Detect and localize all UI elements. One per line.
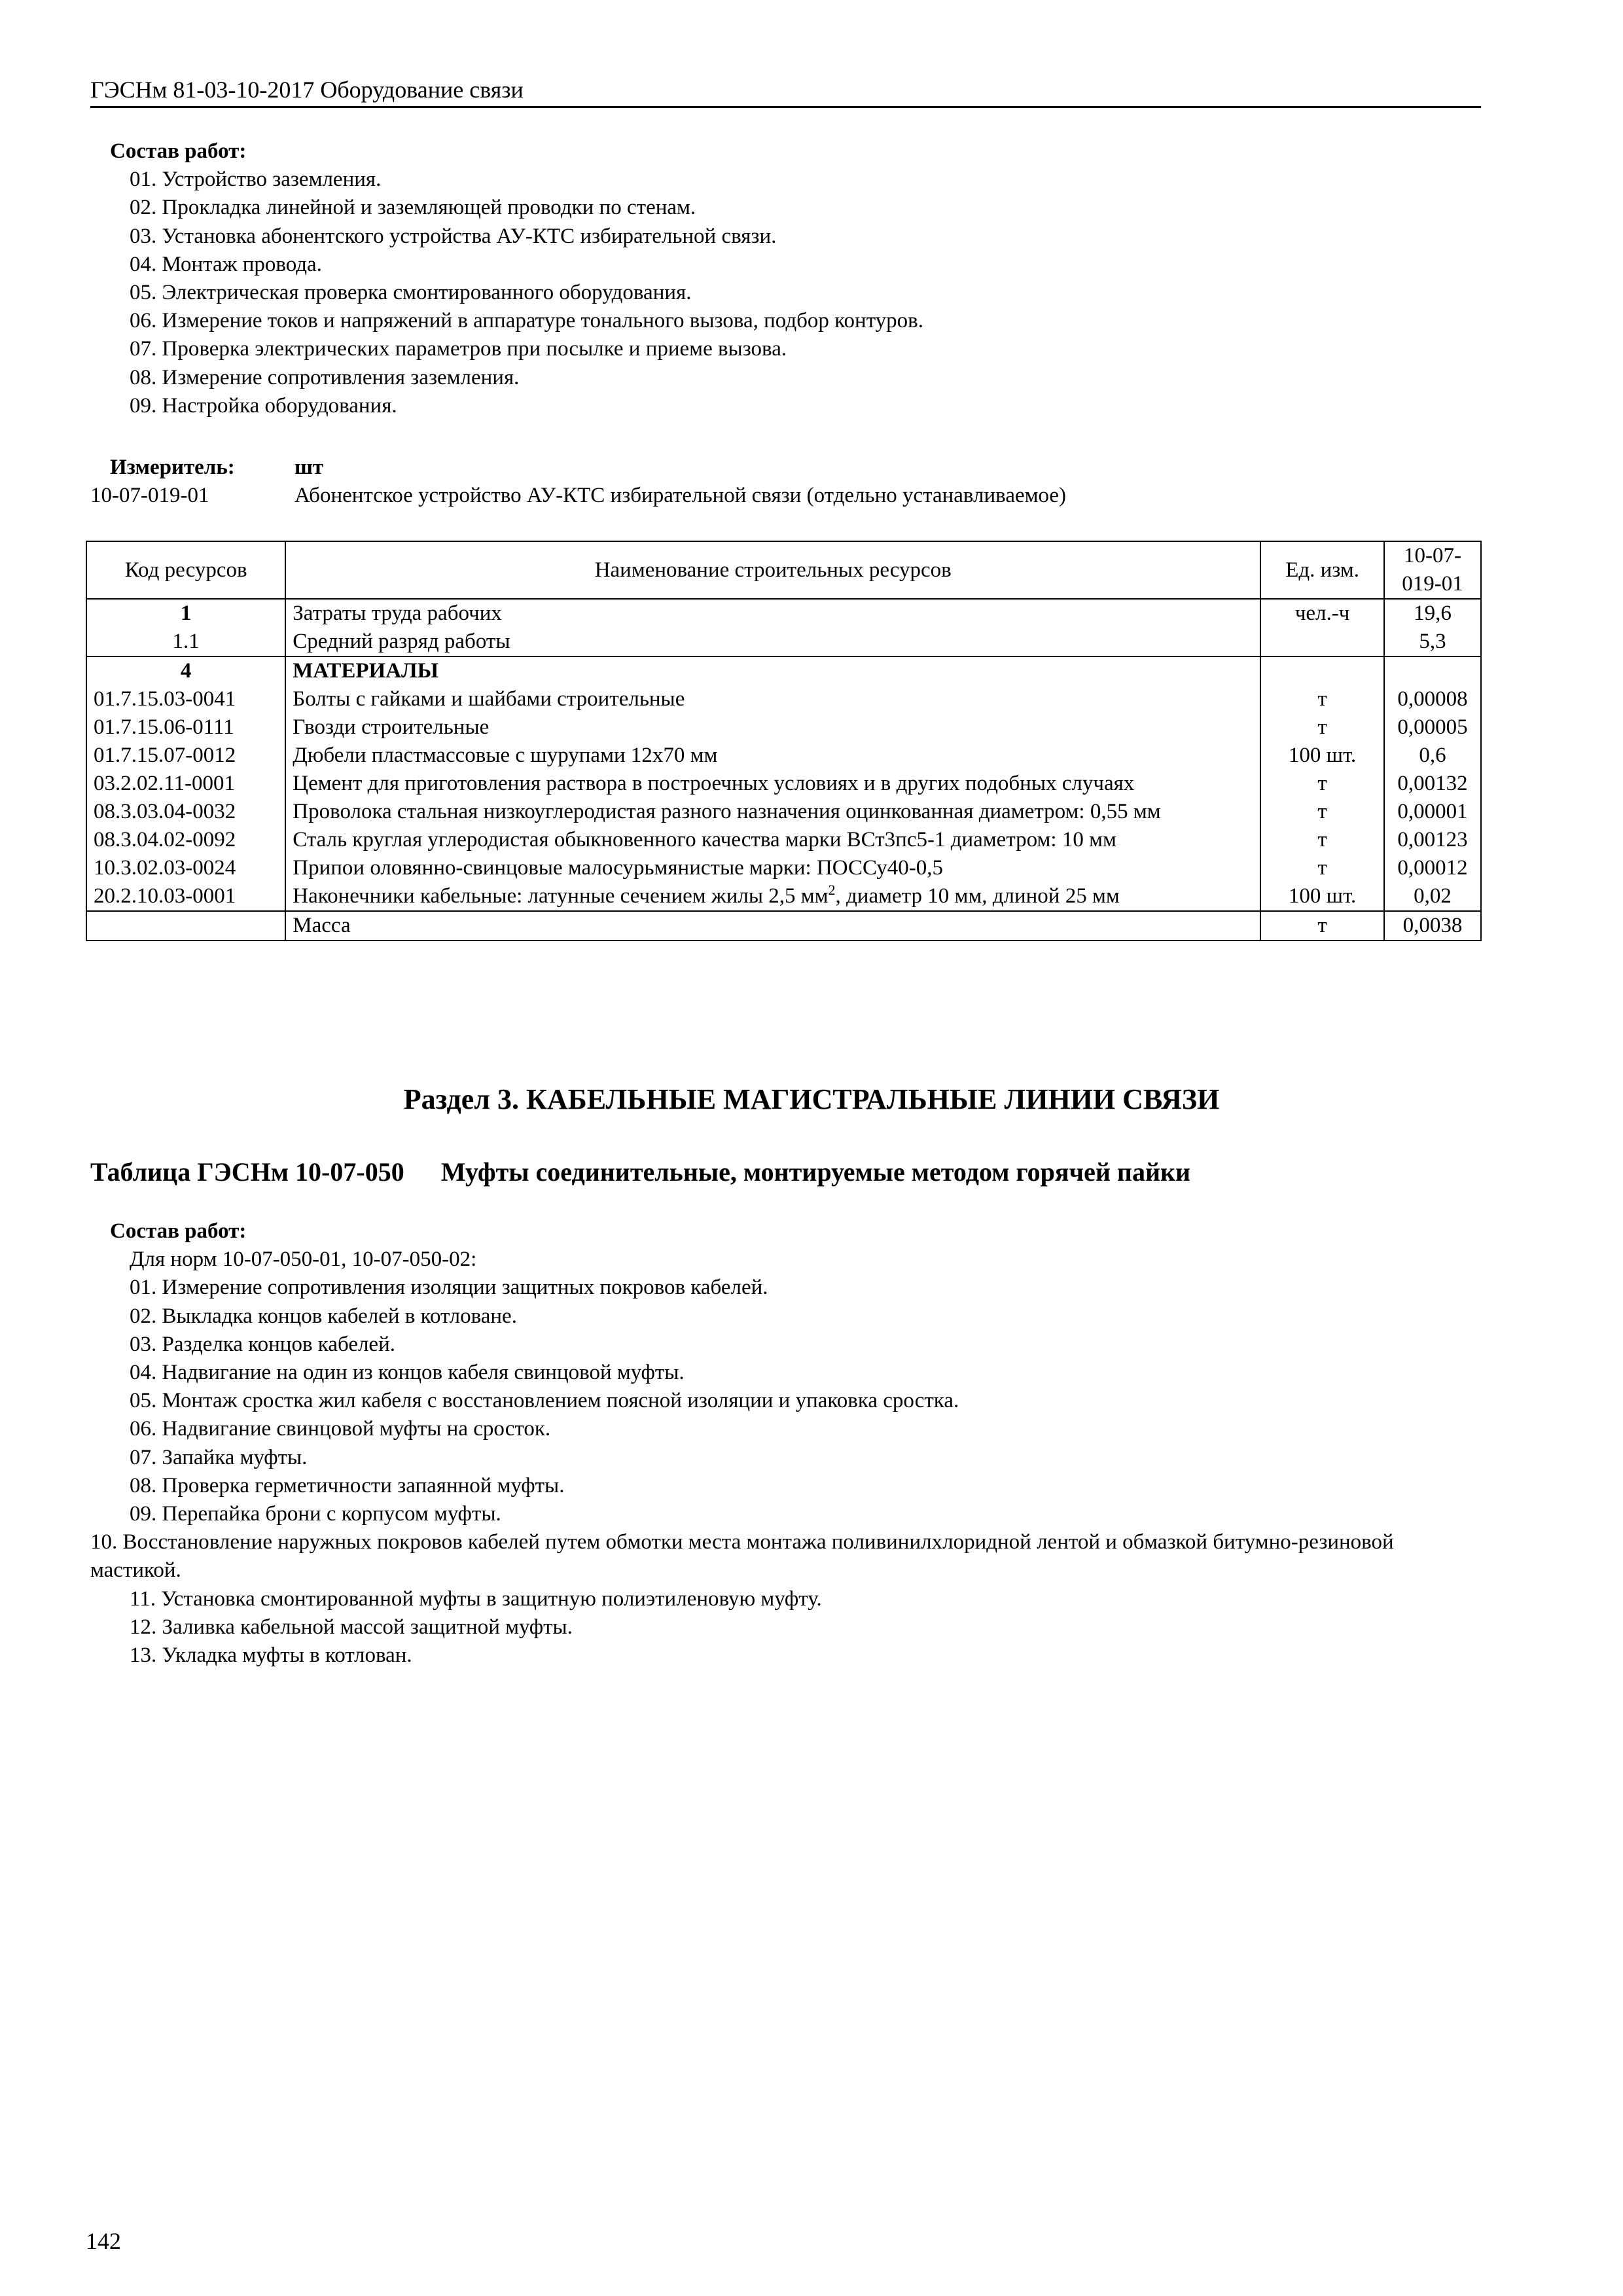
- cell-name: Масса: [285, 911, 1260, 941]
- cell-name: МАТЕРИАЛЫ: [285, 656, 1260, 685]
- measure-block: [90, 454, 1481, 510]
- col-header-unit: Ед. изм.: [1260, 541, 1384, 599]
- cell-value: [1384, 656, 1481, 685]
- table-row: [86, 826, 1481, 854]
- works-item: 08. Проверка герметичности запаянной муфты.: [130, 1473, 565, 1498]
- cell-name: Дюбели пластмассовые с шурупами 12х70 мм: [285, 742, 1260, 770]
- works-item: 09. Перепайка брони с корпусом муфты.: [130, 1502, 501, 1526]
- table-header-row: [86, 541, 1481, 599]
- works-heading: Состав работ:: [110, 1219, 247, 1243]
- table-row-total: [86, 911, 1481, 941]
- cell-code: 10.3.02.03-0024: [86, 854, 285, 882]
- cell-name: Цемент для приготовления раствора в построечных условиях и в других подобных случаях: [285, 770, 1260, 798]
- table-title-code: Таблица ГЭСНм 10-07-050: [90, 1157, 404, 1187]
- cell-name: Припои оловянно-свинцовые малосурьмянистые марки: ПОССу40-0,5: [285, 854, 1260, 882]
- works-item: 11. Установка смонтированной муфты в защитную полиэтиленовую муфту.: [130, 1587, 822, 1611]
- works-item: 01. Измерение сопротивления изоляции защитных покровов кабелей.: [130, 1276, 768, 1300]
- works-list-1: [90, 137, 1481, 420]
- page-number: 142: [86, 2228, 121, 2254]
- norm-code: 10-07-019-01: [90, 484, 209, 507]
- cell-code: 20.2.10.03-0001: [86, 882, 285, 911]
- works-item: 02. Прокладка линейной и заземляющей проводки по стенам.: [130, 196, 696, 220]
- works-item: 02. Выкладка концов кабелей в котловане.: [130, 1304, 517, 1328]
- cell-code: 08.3.03.04-0032: [86, 798, 285, 826]
- superscript: 2: [828, 882, 836, 898]
- cell-name: Средний разряд работы: [285, 628, 1260, 656]
- col-header-norm: 10-07-019-01: [1384, 541, 1481, 599]
- cell-unit: [1260, 656, 1384, 685]
- cell-name: Сталь круглая углеродистая обыкновенного качества марки ВСт3пс5-1 диаметром: 10 мм: [285, 826, 1260, 854]
- table-row: [86, 742, 1481, 770]
- cell-unit: т: [1260, 911, 1384, 941]
- cell-value: 0,00001: [1384, 798, 1481, 826]
- cell-value: 0,0038: [1384, 911, 1481, 941]
- table-row: [86, 854, 1481, 882]
- cell-code: 1: [86, 599, 285, 628]
- cell-unit: 100 шт.: [1260, 882, 1384, 911]
- cell-value: 0,00132: [1384, 770, 1481, 798]
- col-header-code: Код ресурсов: [86, 541, 285, 599]
- cell-unit: т: [1260, 826, 1384, 854]
- works-item: 07. Запайка муфты.: [130, 1445, 308, 1469]
- works-item: 08. Измерение сопротивления заземления.: [130, 365, 520, 389]
- table-row: [86, 713, 1481, 742]
- cell-code: [86, 911, 285, 941]
- cell-unit: т: [1260, 713, 1384, 742]
- cell-unit: т: [1260, 770, 1384, 798]
- works-item: 01. Устройство заземления.: [130, 168, 382, 192]
- works-item: 03. Установка абонентского устройства АУ-КТС избирательной связи.: [130, 224, 777, 248]
- works-item-text: 10. Восстановление наружных покровов кабелей путем обмотки места монтажа поливинилхлоридной лентой и обмазкой битумно-резиновой мастикой.: [90, 1530, 1394, 1583]
- cell-value: 0,6: [1384, 742, 1481, 770]
- header-title: ГЭСНм 81-03-10-2017 Оборудование связи: [90, 77, 524, 103]
- page-header: [90, 73, 1481, 108]
- cell-name-text: Наконечники кабельные: латунные сечением жилы 2,5 мм: [293, 884, 829, 908]
- table-row: [86, 685, 1481, 713]
- cell-name: Затраты труда рабочих: [285, 599, 1260, 628]
- table-row: [86, 882, 1481, 911]
- section-title: Раздел 3. КАБЕЛЬНЫЕ МАГИСТРАЛЬНЫЕ ЛИНИИ СВЯЗИ: [403, 1083, 1220, 1115]
- table-row: [86, 599, 1481, 628]
- works-item: 05. Монтаж сростка жил кабеля с восстановлением поясной изоляции и упаковка сростка.: [130, 1389, 959, 1413]
- works-item: 13. Укладка муфты в котлован.: [130, 1643, 412, 1668]
- works-item: 09. Настройка оборудования.: [130, 393, 397, 418]
- table-title: [90, 1155, 1481, 1189]
- cell-code: 01.7.15.07-0012: [86, 742, 285, 770]
- cell-unit: т: [1260, 798, 1384, 826]
- cell-value: 5,3: [1384, 628, 1481, 656]
- works-item: 05. Электрическая проверка смонтированного оборудования.: [130, 281, 692, 305]
- cell-code: 01.7.15.06-0111: [86, 713, 285, 742]
- cell-code: 01.7.15.03-0041: [86, 685, 285, 713]
- cell-name: Гвозди строительные: [285, 713, 1260, 742]
- works-item: [51, 1528, 1481, 1585]
- cell-unit: т: [1260, 854, 1384, 882]
- works-heading: Состав работ:: [110, 139, 247, 163]
- cell-code: 03.2.02.11-0001: [86, 770, 285, 798]
- cell-unit: 100 шт.: [1260, 742, 1384, 770]
- measure-unit: шт: [294, 456, 324, 479]
- works-item: 07. Проверка электрических параметров при посылке и приеме вызова.: [130, 337, 787, 361]
- resources-table: [86, 541, 1482, 941]
- cell-value: 0,00008: [1384, 685, 1481, 713]
- norm-description: Абонентское устройство АУ-КТС избирательной связи (отдельно устанавливаемое): [294, 484, 1067, 507]
- works-item: 12. Заливка кабельной массой защитной муфты.: [130, 1615, 573, 1639]
- works-item: 06. Надвигание свинцовой муфты на сросток.: [130, 1417, 551, 1441]
- cell-unit: чел.-ч: [1260, 599, 1384, 628]
- cell-value: 0,00012: [1384, 854, 1481, 882]
- works-item: 04. Монтаж провода.: [130, 252, 322, 276]
- cell-value: 19,6: [1384, 599, 1481, 628]
- cell-name: [285, 882, 1260, 911]
- cell-name-text: , диаметр 10 мм, длиной 25 мм: [835, 884, 1120, 908]
- table-row: [86, 770, 1481, 798]
- works-item: 04. Надвигание на один из концов кабеля свинцовой муфты.: [130, 1361, 685, 1385]
- table-row: [86, 656, 1481, 685]
- works-item: 03. Разделка концов кабелей.: [130, 1332, 395, 1356]
- works-intro: Для норм 10-07-050-01, 10-07-050-02:: [130, 1247, 477, 1272]
- col-header-name: Наименование строительных ресурсов: [285, 541, 1260, 599]
- cell-unit: т: [1260, 685, 1384, 713]
- cell-value: 0,02: [1384, 882, 1481, 911]
- table-row: [86, 628, 1481, 656]
- cell-value: 0,00005: [1384, 713, 1481, 742]
- cell-code: 4: [86, 656, 285, 685]
- cell-name: Проволока стальная низкоуглеродистая разного назначения оцинкованная диаметром: 0,55 мм: [285, 798, 1260, 826]
- table-title-name: Муфты соединительные, монтируемые методом горячей пайки: [440, 1157, 1191, 1187]
- cell-name: Болты с гайками и шайбами строительные: [285, 685, 1260, 713]
- measure-label: Измеритель:: [110, 456, 235, 479]
- cell-code: 08.3.04.02-0092: [86, 826, 285, 854]
- works-list-2: [90, 1217, 1481, 1670]
- cell-value: 0,00123: [1384, 826, 1481, 854]
- works-item: 06. Измерение токов и напряжений в аппаратуре тонального вызова, подбор контуров.: [130, 309, 924, 333]
- cell-code: 1.1: [86, 628, 285, 656]
- cell-unit: [1260, 628, 1384, 656]
- table-row: [86, 798, 1481, 826]
